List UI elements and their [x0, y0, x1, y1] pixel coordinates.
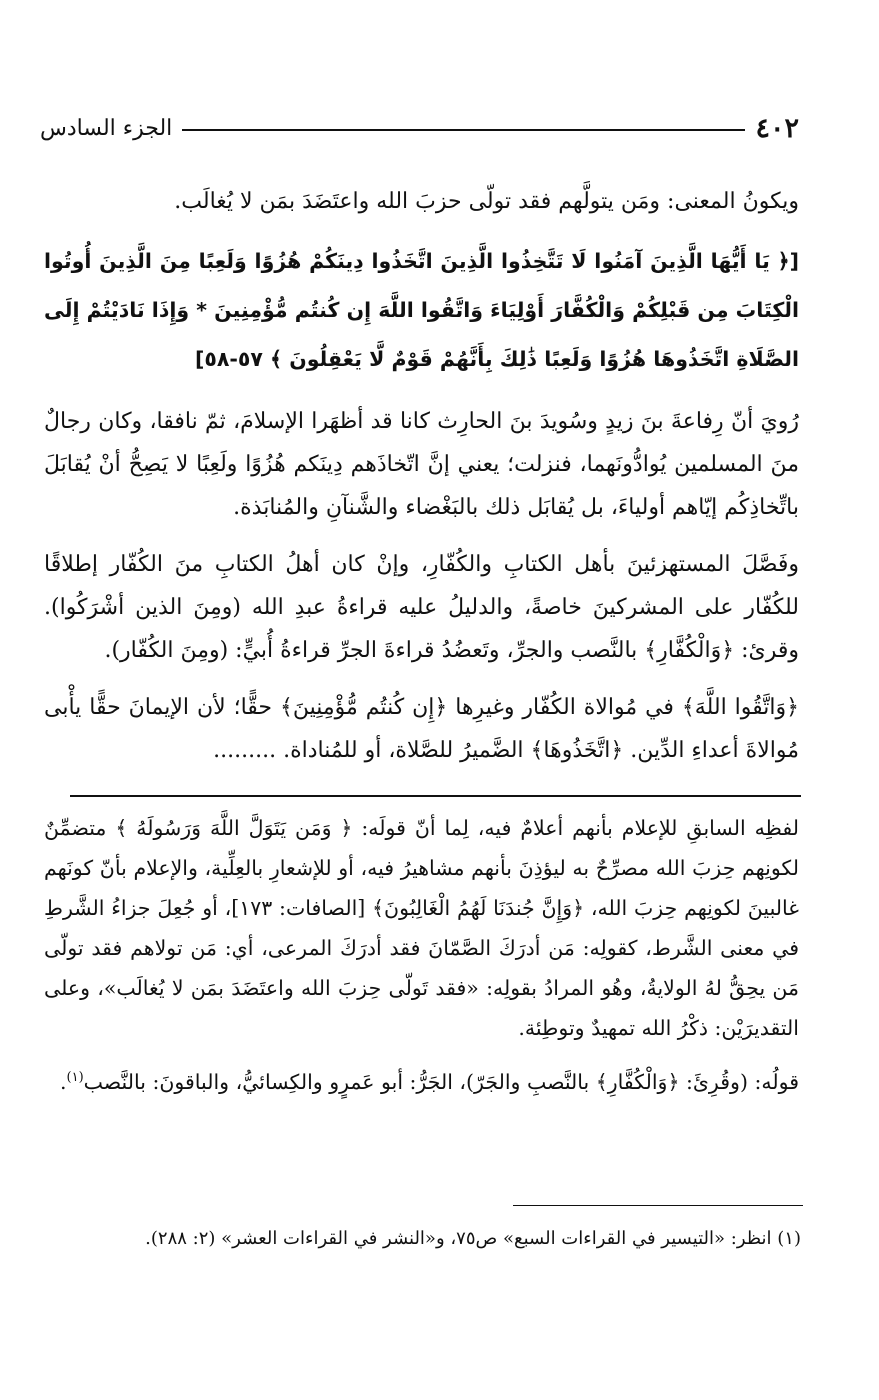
paragraph-1: رُويَ أنّ رِفاعةَ بنَ زيدٍ وسُويدَ بنَ الحارِث كانا قد أظهَرا الإسلامَ، ثمّ نافقا، وكان رجالٌ منَ المسلمين يُوادُّونَهما، فنزلت؛ يعني إنَّ اتّخاذَهم دِينَكم هُزُوًا ولَعِبًا لا يَصِحُّ أنْ يُقابَلَ باتِّخاذِكُم إيّاهم أولياءَ، بل يُقابَل ذلك بالبَغْضاء والشَّنآنِ والمُنابَذة. — [44, 409, 799, 520]
header-rule — [182, 129, 745, 131]
footnote-divider — [513, 1205, 803, 1206]
page-number: ٤٠٢ — [755, 112, 799, 144]
intro-paragraph: ويكونُ المعنى: ومَن يتولَّهم فقد تولّى حزبَ الله واعتَضَدَ بمَن لا يُغالَب. — [174, 189, 799, 214]
footnote-marker: (١) — [66, 1070, 84, 1085]
page-header — [40, 108, 799, 148]
paragraph-3-text: ﴿وَاتَّقُوا اللَّهَ﴾ في مُوالاة الكُفّار وغيرِها ﴿إِن كُنتُم مُّؤْمِنِينَ﴾ حقًّا؛ لأن الإيمانَ حقًّا يأْبى مُوالاةَ أعداءِ الدِّين. ﴿اتَّخَذُوهَا﴾ الضَّميرُ للصَّلاة، أو للمُناداة. — [44, 695, 799, 763]
commentary-paragraph-1: لفظِه السابقِ للإعلام بأنهم أعلامٌ فيه، لِما أنّ قولَه: ﴿ وَمَن يَتَوَلَّ اللَّهَ وَرَسُولَهُ ﴾ متضمِّنٌ لكونِهم حِزبَ الله مصرِّحٌ به ليؤذِنَ بأنهم مشاهيرُ فيه، أو للإشعارِ بالعِلِّية، والإعلام بأنّ كونَهم غالبينَ لكونِهم حِزبَ الله، ﴿وَإِنَّ جُندَنَا لَهُمُ الْغَالِبُونَ﴾ [الصافات: ١٧٣]، أو جُعِلَ جزاءُ الشَّرطِ في معنى الشَّرط، كقولِه: مَن أدرَكَ الصَّمّانَ فقد أدرَكَ المرعى، أي: مَن تولاهم فقد تولّى مَن يحِقُّ لهُ الولايةُ، وهُو المرادُ بقولِه: «فقد تَولّى حِزبَ الله واعتَضَدَ بمَن لا يُغالَب»، وعلى التقديرَيْن: ذكْرُ الله تمهيدٌ وتوطِئة. — [44, 816, 799, 1040]
commentary-paragraph-2-end: . — [59, 1069, 67, 1094]
commentary-divider — [70, 795, 801, 797]
commentary-paragraph-2 — [44, 1058, 799, 1102]
main-text — [44, 180, 799, 786]
footnote: (١) انظر: «التيسير في القراءات السبع» ص٧٥، و«النشر في القراءات العشر» (٢: ٢٨٨). — [145, 1228, 801, 1249]
commentary-text — [44, 808, 799, 1112]
continuation-dots: ......... — [213, 738, 277, 763]
quran-verse: [﴿ يَا أَيُّهَا الَّذِينَ آمَنُوا لَا تَتَّخِذُوا الَّذِينَ اتَّخَذُوا دِينَكُمْ هُزُوًا وَلَعِبًا مِنَ الَّذِينَ أُوتُوا الْكِتَابَ مِن قَبْلِكُمْ وَالْكُفَّارَ أَوْلِيَاءَ وَاتَّقُوا اللَّهَ إِن كُنتُم مُّؤْمِنِينَ * وَإِذَا نَادَيْتُمْ إِلَى الصَّلَاةِ اتَّخَذُوهَا هُزُوًا وَلَعِبًا ذَٰلِكَ بِأَنَّهُمْ قَوْمٌ لَّا يَعْقِلُونَ ﴾ ٥٧-٥٨] — [44, 249, 799, 371]
part-title: الجزء السادس — [40, 115, 173, 141]
paragraph-2: وفَصَّلَ المستهزئينَ بأهل الكتابِ والكُفّارِ، وإنْ كان أهلُ الكتابِ منَ الكُفّار إطلاقًا للكُفّار على المشركينَ خاصةً، والدليلُ عليه قراءةُ عبدِ الله (ومِنَ الذين أشْرَكُوا). وقرئ: ﴿وَالْكُفَّارِ﴾ بالنَّصب والجرِّ، وتَعضُدُ قراءةَ الجرِّ قراءةُ أُبيٍّ: (ومِنَ الكُفّار). — [44, 552, 799, 663]
commentary-paragraph-2-text: قولُه: (وقُرِئَ: ﴿وَالْكُفَّارِ﴾ بالنَّصبِ والجَرّ)، الجَرُّ: أبو عَمرٍو والكِسائيُّ، والباقونَ: بالنَّصب — [83, 1069, 799, 1094]
paragraph-3 — [44, 686, 799, 772]
